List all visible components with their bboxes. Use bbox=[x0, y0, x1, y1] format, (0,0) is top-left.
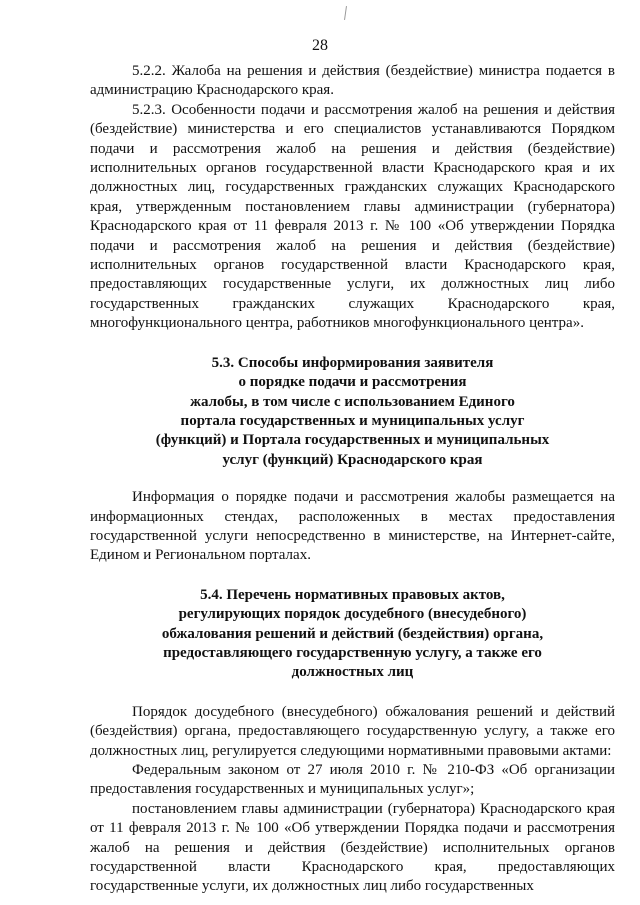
heading-line: услуг (функций) Краснодарского края bbox=[222, 451, 483, 468]
paragraph-5-4-decree: постановлением главы администрации (губернатора) Краснодарского края от 11 февраля 2013 г. № 100 «Об утверждении Порядка подачи и рассмотрения жалоб на решения и действия (бездействие) исполнительных органов государственной власти Краснодарского края, предоставляющих государственные услуги, их должностных лиц либо государственных bbox=[90, 800, 615, 895]
heading-line: жалобы, в том числе с использованием Единого bbox=[190, 393, 515, 410]
heading-line: предоставляющего государственную услугу, а также его bbox=[163, 644, 542, 661]
heading-line: (функций) и Портала государственных и муниципальных bbox=[155, 432, 550, 449]
heading-line: портала государственных и муниципальных услуг bbox=[180, 412, 525, 429]
paragraph-5-2-3: 5.2.3. Особенности подачи и рассмотрения жалоб на решения и действия (бездействие) министерства и его специалистов устанавливаются Порядком подачи и рассмотрения жалоб на решения и действия (бездействие) исполнительных органов государственной власти Краснодарского края и их должностных лиц, государственных гражданских служащих Краснодарского края, утвержденным постановлением главы администрации (губернатора) Краснодарского края от 11 февраля 2013 г. № 100 «Об утверждении Порядка подачи и рассмотрения жалоб на решения и действия (бездействие) исполнительных органов государственной власти Краснодарского края, предоставляющих государственные услуги, их должностных лиц либо государственных гражданских служащих Краснодарского края, многофункционального центра, работников многофункционального центра». bbox=[90, 101, 615, 332]
paragraph-5-3-info: Информация о порядке подачи и рассмотрения жалобы размещается на информационных стендах, расположенных в местах предоставления государственной услуги непосредственно в министерстве, на Интернет-сайте, Едином и Региональном порталах. bbox=[90, 489, 615, 564]
section-5-4-heading bbox=[90, 586, 615, 683]
section-5-3-heading bbox=[90, 354, 615, 470]
paragraph-5-4-intro: Порядок досудебного (внесудебного) обжалования решений и действий (бездействия) органа, предоставляющего государственную услугу, а также его должностных лиц, регулируется следующими нормативными правовыми актами: bbox=[90, 703, 615, 759]
heading-line: должностных лиц bbox=[291, 664, 414, 681]
heading-line: о порядке подачи и рассмотрения bbox=[238, 374, 467, 391]
page-number: 28 bbox=[312, 37, 328, 54]
paragraph-5-4-federal-law: Федеральным законом от 27 июля 2010 г. № 210-ФЗ «Об организации предоставления государственных и муниципальных услуг»; bbox=[90, 762, 615, 798]
heading-line: 5.4. Перечень нормативных правовых актов, bbox=[200, 586, 505, 603]
heading-line: 5.3. Способы информирования заявителя bbox=[211, 354, 494, 371]
scan-artifact-mark bbox=[344, 6, 347, 20]
document-body bbox=[90, 62, 615, 897]
heading-line: регулирующих порядок досудебного (внесудебного) bbox=[178, 606, 527, 623]
heading-line: обжалования решений и действий (бездействия) органа, bbox=[161, 625, 544, 642]
paragraph-5-2-2: 5.2.2. Жалоба на решения и действия (бездействие) министра подается в администрацию Краснодарского края. bbox=[90, 63, 615, 99]
